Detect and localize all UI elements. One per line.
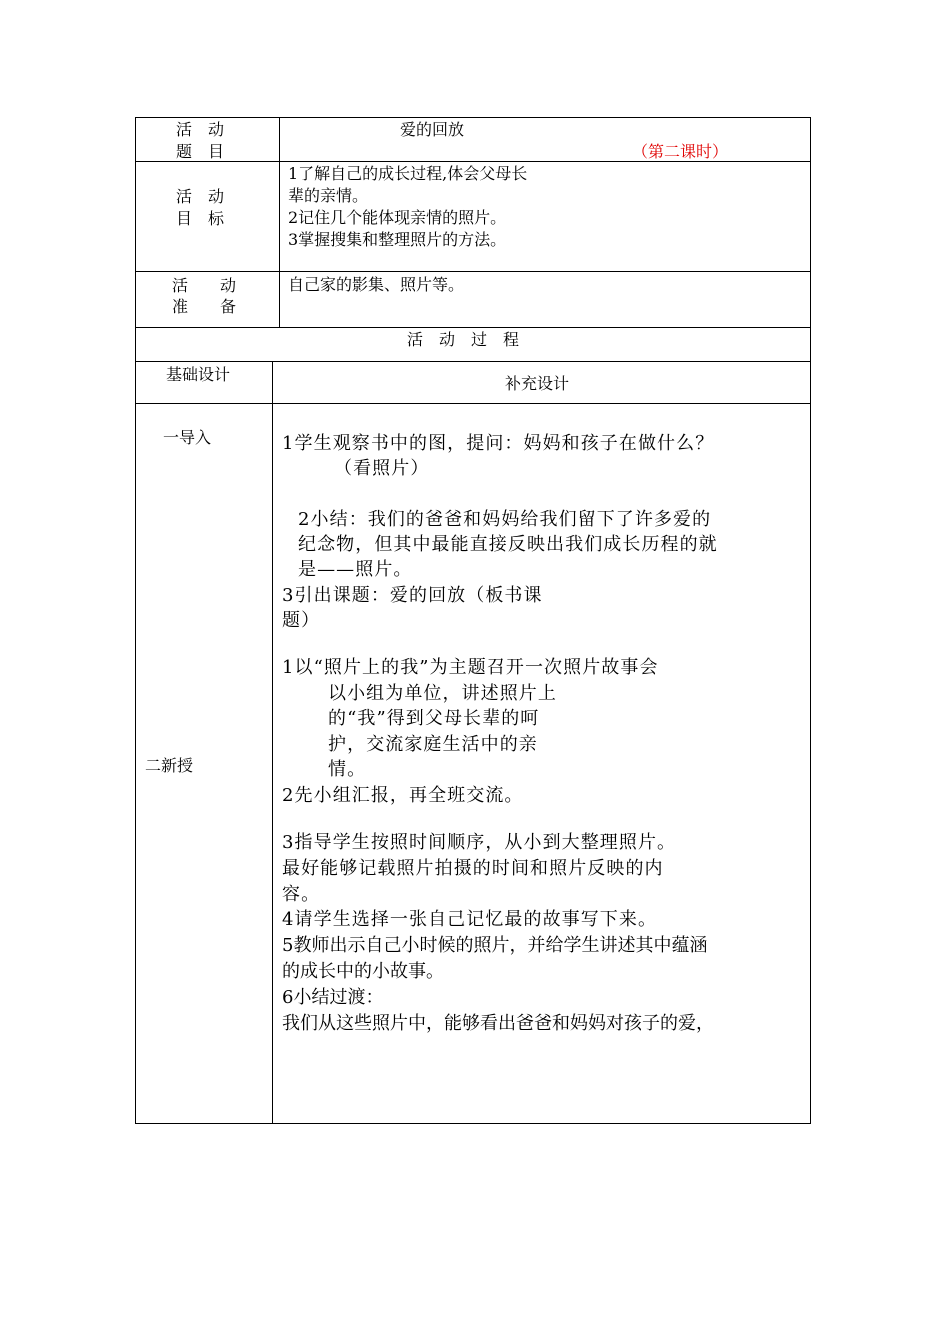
body-line: 3引出课题：爱的回放（板书课 bbox=[282, 585, 543, 606]
prep-label-line2: 准 备 bbox=[172, 297, 237, 316]
table-bottom-border bbox=[135, 1123, 811, 1124]
table-top-border bbox=[135, 117, 811, 118]
topic-note: （第二课时） bbox=[632, 142, 729, 161]
body-line: 纪念物，但其中最能直接反映出我们成长历程的就 bbox=[298, 534, 718, 555]
body-line: 情。 bbox=[328, 759, 367, 780]
body-line: 3指导学生按照时间顺序，从小到大整理照片。 bbox=[282, 832, 677, 853]
body-line: 5教师出示自己小时候的照片，并给学生讲述其中蕴涵 bbox=[282, 935, 708, 956]
basic-design-header: 基础设计 bbox=[166, 365, 231, 384]
goal-line: 辈的亲情。 bbox=[288, 186, 369, 205]
topic-label-line2: 题 目 bbox=[176, 142, 225, 161]
body-line: 是——照片。 bbox=[298, 559, 413, 580]
row-divider-process bbox=[135, 361, 811, 362]
body-line: 1以“照片上的我”为主题召开一次照片故事会 bbox=[282, 657, 659, 678]
goal-line: 3掌握搜集和整理照片的方法。 bbox=[288, 230, 507, 249]
row-divider-goal bbox=[135, 271, 811, 272]
process-header: 活 动 过 程 bbox=[407, 330, 520, 349]
section-intro-label: 一导入 bbox=[163, 428, 212, 447]
row-divider-headers bbox=[135, 403, 811, 404]
prep-value: 自己家的影集、照片等。 bbox=[288, 275, 465, 294]
body-line: 的“我”得到父母长辈的呵 bbox=[328, 708, 540, 729]
body-line: 6小结过渡： bbox=[282, 987, 384, 1008]
body-line: 题） bbox=[282, 610, 321, 631]
section-new-label: 二新授 bbox=[145, 756, 194, 775]
goal-label-line1: 活 动 bbox=[176, 187, 225, 206]
table-left-border bbox=[135, 117, 136, 1124]
table-right-border bbox=[810, 117, 811, 1124]
topic-label-line1: 活 动 bbox=[176, 120, 225, 139]
body-line: 容。 bbox=[282, 884, 321, 905]
row-divider-topic bbox=[135, 161, 811, 162]
body-line: 最好能够记载照片拍摄的时间和照片反映的内 bbox=[282, 858, 664, 879]
topic-value: 爱的回放 bbox=[400, 120, 465, 139]
body-line: 的成长中的小故事。 bbox=[282, 961, 444, 982]
goal-label-line2: 目 标 bbox=[176, 209, 225, 228]
body-line: 1学生观察书中的图，提问：妈妈和孩子在做什么？ bbox=[282, 433, 715, 454]
body-line: 以小组为单位，讲述照片上 bbox=[328, 683, 557, 704]
body-line: 我们从这些照片中，能够看出爸爸和妈妈对孩子的爱， bbox=[282, 1013, 714, 1034]
lower-column-divider bbox=[272, 361, 273, 1124]
goal-line: 1了解自己的成长过程,体会父母长 bbox=[288, 164, 528, 183]
prep-label-line1: 活 动 bbox=[172, 276, 237, 295]
supplementary-design-header: 补充设计 bbox=[505, 374, 570, 393]
body-line: 2先小组汇报，再全班交流。 bbox=[282, 785, 524, 806]
body-line: （看照片） bbox=[334, 458, 430, 479]
body-line: 护，交流家庭生活中的亲 bbox=[328, 734, 538, 755]
row-divider-prep bbox=[135, 327, 811, 328]
body-line: 2小结：我们的爸爸和妈妈给我们留下了许多爱的 bbox=[298, 509, 712, 530]
goal-line: 2记住几个能体现亲情的照片。 bbox=[288, 208, 507, 227]
upper-column-divider bbox=[279, 117, 280, 327]
body-line: 4请学生选择一张自己记忆最的故事写下来。 bbox=[282, 909, 658, 930]
